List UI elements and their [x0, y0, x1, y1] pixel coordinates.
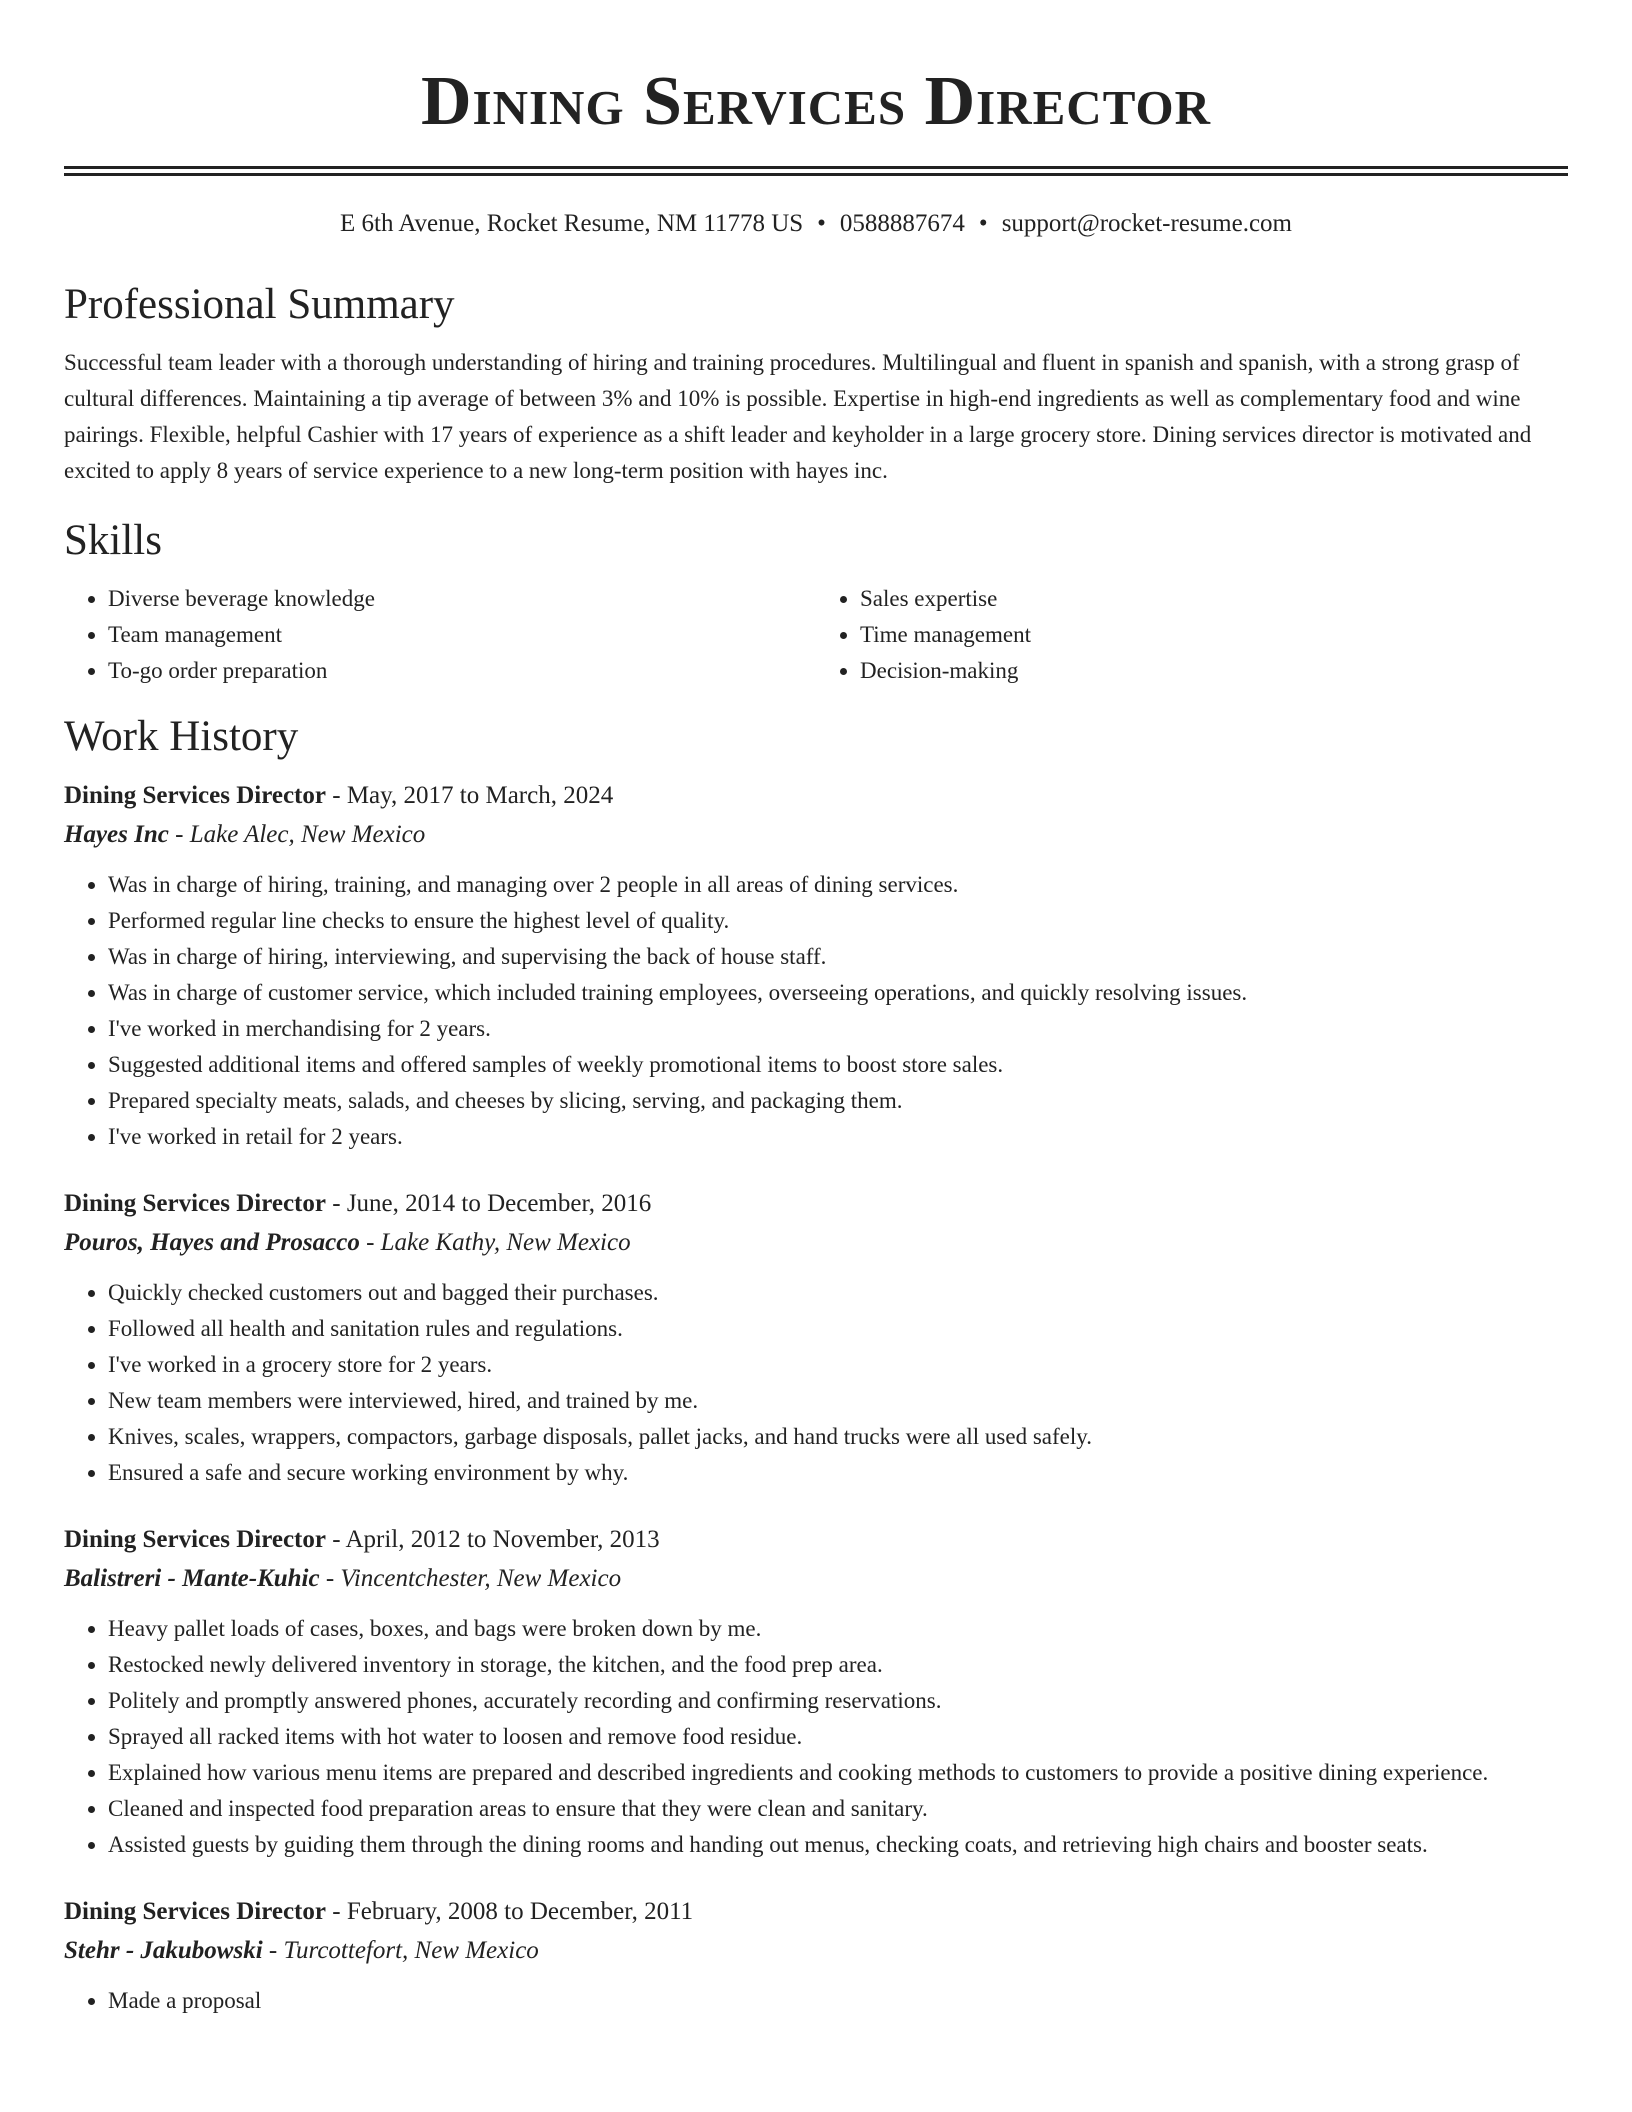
job-title: Dining Services Director — [64, 1526, 326, 1553]
job-bullet: • Suggested additional items and offered samples of weekly promotional items to boost store sales. — [108, 1047, 1568, 1083]
job-dash: - — [325, 1526, 346, 1553]
job-bullet: • Prepared specialty meats, salads, and cheeses by slicing, serving, and packaging them. — [108, 1083, 1568, 1119]
job-entry — [64, 1185, 1568, 1491]
job-entry — [64, 1893, 1568, 2019]
skill-item: • To-go order preparation — [108, 653, 816, 689]
job-bullet: • Followed all health and sanitation rules and regulations. — [108, 1311, 1568, 1347]
job-company: Stehr - Jakubowski — [64, 1937, 263, 1964]
job-bullet: • Heavy pallet loads of cases, boxes, and bags were broken down by me. — [108, 1611, 1568, 1647]
job-header — [64, 1521, 1568, 1559]
job-bullet: • I've worked in a grocery store for 2 years. — [108, 1347, 1568, 1383]
skills-list-left — [64, 581, 816, 689]
job-company: Balistreri - Mante-Kuhic — [64, 1565, 320, 1592]
skills-heading: Skills — [64, 517, 162, 564]
job-bullet: • Was in charge of customer service, which included training employees, overseeing operations, and quickly resolving issues. — [108, 975, 1568, 1011]
job-dates: February, 2008 to December, 2011 — [346, 1898, 694, 1925]
skill-item: • Sales expertise — [860, 581, 1568, 617]
summary-text: Successful team leader with a thorough understanding of hiring and training procedures. Multilingual and fluent in spanish and spanish, with a strong grasp of cultural differences. Maintaining a tip average of between 3% and 10% is possible. Expertise in high-end ingredients as well as complementary food and wine pairings. Flexible, helpful Cashier with 17 years of experience as a shift leader and keyholder in a large grocery store. Dining services director is motivated and excited to apply 8 years of service experience to a new long-term position with hayes inc. — [64, 350, 1532, 483]
job-title: Dining Services Director — [64, 1190, 326, 1217]
job-dash: - — [262, 1937, 284, 1964]
job-company-line — [64, 1223, 1568, 1263]
job-dash: - — [325, 1898, 347, 1925]
job-bullet: • Quickly checked customers out and bagged their purchases. — [108, 1275, 1568, 1311]
job-dash: - — [168, 821, 190, 848]
summary-heading: Professional Summary — [64, 281, 455, 328]
resume-name: Dining Services Director — [420, 63, 1211, 140]
header-double-rule — [64, 166, 1568, 176]
job-bullets — [64, 1983, 1568, 2019]
job-bullet: • Knives, scales, wrappers, compactors, garbage disposals, pallet jacks, and hand trucks were all used safely. — [108, 1419, 1568, 1455]
job-title: Dining Services Director — [64, 782, 326, 809]
skill-item: • Decision-making — [860, 653, 1568, 689]
job-bullet: • Restocked newly delivered inventory in storage, the kitchen, and the food prep area. — [108, 1647, 1568, 1683]
contact-email: support@rocket-resume.com — [1001, 210, 1292, 237]
job-dash: - — [325, 1190, 347, 1217]
job-bullet: • I've worked in merchandising for 2 years. — [108, 1011, 1568, 1047]
job-location: Turcottefort, New Mexico — [283, 1937, 539, 1964]
job-bullet: • Assisted guests by guiding them through the dining rooms and handing out menus, checking coats, and retrieving high chairs and booster seats. — [108, 1827, 1568, 1863]
job-company: Hayes Inc — [64, 821, 169, 848]
job-bullet: • New team members were interviewed, hired, and trained by me. — [108, 1383, 1568, 1419]
job-entry — [64, 1521, 1568, 1863]
job-entry — [64, 777, 1568, 1155]
skills-list-right — [816, 581, 1568, 689]
contact-separator: • — [817, 210, 826, 237]
job-bullet: • Sprayed all racked items with hot water to loosen and remove food residue. — [108, 1719, 1568, 1755]
skill-item: • Team management — [108, 617, 816, 653]
job-location: Vincentchester, New Mexico — [340, 1565, 622, 1592]
work-history-heading: Work History — [64, 713, 299, 760]
job-bullet: • Cleaned and inspected food preparation areas to ensure that they were clean and sanitary. — [108, 1791, 1568, 1827]
job-bullet: • Was in charge of hiring, training, and managing over 2 people in all areas of dining services. — [108, 867, 1568, 903]
contact-phone: 0588887674 — [839, 210, 965, 237]
job-bullet: • Politely and promptly answered phones, accurately recording and confirming reservations. — [108, 1683, 1568, 1719]
job-header — [64, 1893, 1568, 1931]
job-location: Lake Alec, New Mexico — [189, 821, 426, 848]
skill-item: • Time management — [860, 617, 1568, 653]
job-bullet: • Performed regular line checks to ensure the highest level of quality. — [108, 903, 1568, 939]
skills-columns — [64, 581, 1568, 689]
job-dash: - — [319, 1565, 341, 1592]
job-bullet: • Was in charge of hiring, interviewing, and supervising the back of house staff. — [108, 939, 1568, 975]
job-location: Lake Kathy, New Mexico — [380, 1229, 631, 1256]
job-bullet: • Ensured a safe and secure working environment by why. — [108, 1455, 1568, 1491]
contact-line — [64, 209, 1568, 239]
contact-address: E 6th Avenue, Rocket Resume, NM 11778 US — [340, 210, 804, 237]
job-dash: - — [359, 1229, 381, 1256]
job-bullet: • I've worked in retail for 2 years. — [108, 1119, 1568, 1155]
job-title: Dining Services Director — [64, 1898, 326, 1925]
job-dates: April, 2012 to November, 2013 — [345, 1526, 660, 1553]
job-company-line — [64, 1559, 1568, 1599]
job-bullets — [64, 1611, 1568, 1863]
job-bullet: • Explained how various menu items are prepared and described ingredients and cooking methods to customers to provide a positive dining experience. — [108, 1755, 1568, 1791]
job-company: Pouros, Hayes and Prosacco — [64, 1229, 360, 1256]
skill-item: • Diverse beverage knowledge — [108, 581, 816, 617]
contact-separator: • — [978, 210, 988, 237]
job-header — [64, 1185, 1568, 1223]
job-dates: May, 2017 to March, 2024 — [346, 782, 614, 809]
job-header — [64, 777, 1568, 815]
job-company-line — [64, 815, 1568, 855]
job-dash: - — [325, 782, 347, 809]
job-bullet: • Made a proposal — [108, 1983, 1568, 2019]
job-company-line — [64, 1931, 1568, 1971]
job-bullets — [64, 1275, 1568, 1491]
job-bullets — [64, 867, 1568, 1155]
job-dates: June, 2014 to December, 2016 — [346, 1190, 652, 1217]
